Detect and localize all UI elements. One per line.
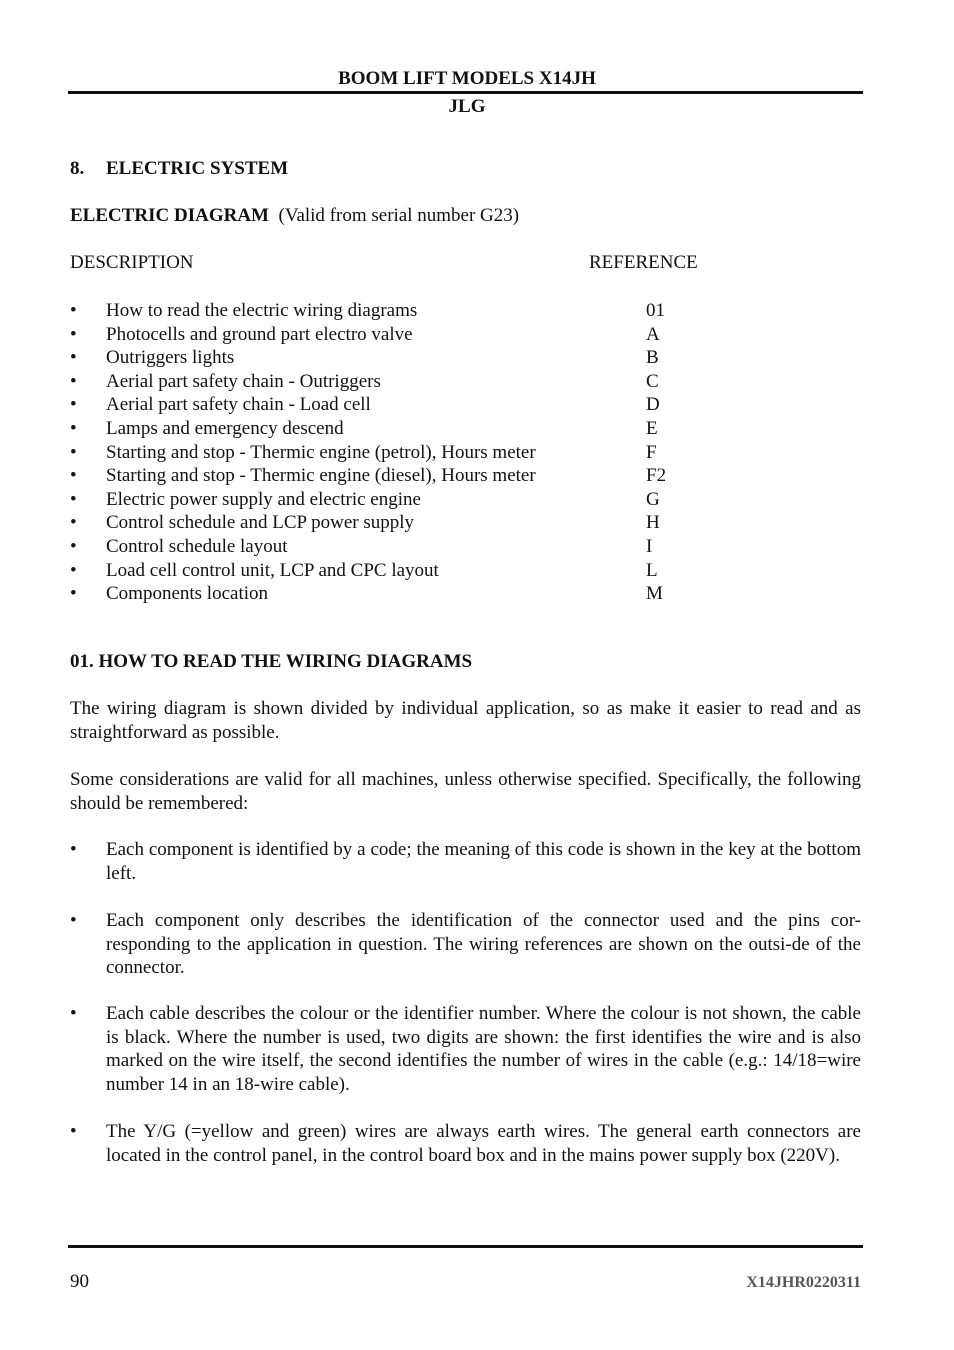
subsection-title: 01. HOW TO READ THE WIRING DIAGRAMS (70, 651, 473, 672)
bullet-icon: • (70, 394, 77, 416)
list-item (70, 346, 770, 370)
list-item-text: The Y/G (=yellow and green) wires are always earth wires. The general earth connectors are located in the control panel, in the control board box and in the mains power supply box (220V). (106, 1121, 861, 1166)
bullet-icon: • (70, 512, 77, 534)
item-description: Photocells and ground part electro valve (106, 323, 413, 345)
bullet-icon: • (70, 535, 77, 557)
item-description: Aerial part safety chain - Outriggers (106, 370, 381, 392)
bullet-icon: • (70, 583, 77, 605)
list-item (70, 417, 770, 441)
item-description: Starting and stop - Thermic engine (petrol), Hours meter (106, 441, 536, 463)
item-description: Lamps and emergency descend (106, 417, 344, 439)
item-reference: 01 (646, 300, 665, 321)
footer-divider (68, 1245, 863, 1248)
list-item (70, 582, 770, 606)
section-title: ELECTRIC SYSTEM (106, 158, 289, 179)
item-description: Control schedule layout (106, 535, 288, 557)
item-description: Load cell control unit, LCP and CPC layout (106, 559, 439, 581)
page-number: 90 (70, 1271, 89, 1292)
bullet-icon: • (70, 839, 77, 860)
item-description: Outriggers lights (106, 347, 235, 369)
list-item-text: Each component only describes the identification of the connector used and the pins cor-responding to the application in question. The wiring references are shown on the outsi-de of the connector. (106, 910, 861, 978)
bullet-icon: • (70, 488, 77, 510)
item-reference: M (646, 583, 663, 605)
bullet-icon: • (70, 910, 77, 931)
considerations-paragraph: Some considerations are valid for all machines, unless otherwise specified. Specifically, the following should be remembered: (70, 769, 861, 814)
document-header-title: BOOM LIFT MODELS X14JH (338, 68, 596, 89)
item-reference: I (646, 535, 653, 557)
diagram-index-list (70, 299, 770, 606)
list-item-text: Each cable describes the colour or the identifier number. Where the colour is not shown, the cable is black. Where the number is used, two digits are shown: the first identifies the wire and is also marked on the wire itself, the second identifies the number of wires in the cable (e.g.: 14/18=wire number 14 in an 18-wire cable). (106, 1003, 861, 1095)
header-divider (68, 91, 863, 94)
bullet-icon: • (70, 417, 77, 439)
list-item (70, 1120, 861, 1167)
item-reference: D (646, 394, 660, 416)
list-item (70, 441, 770, 465)
diagram-label: ELECTRIC DIAGRAM (70, 205, 269, 226)
item-description: Starting and stop - Thermic engine (diesel), Hours meter (106, 465, 536, 487)
item-reference: F2 (646, 465, 667, 487)
bullet-icon: • (70, 370, 77, 392)
description-column-header: DESCRIPTION (70, 252, 194, 273)
list-item-text: Each component is identified by a code; the meaning of this code is shown in the key at the bottom left. (106, 839, 861, 884)
list-item (70, 370, 770, 394)
bullet-icon: • (70, 465, 77, 487)
intro-paragraph: The wiring diagram is shown divided by individual application, so as make it easier to read and as straightforward as possible. (70, 698, 861, 743)
document-code: X14JHR0220311 (746, 1274, 861, 1291)
item-reference: B (646, 347, 659, 369)
list-item (70, 535, 770, 559)
item-reference: C (646, 370, 659, 392)
item-reference: A (646, 323, 660, 345)
bullet-icon: • (70, 1003, 77, 1024)
item-description: Components location (106, 583, 269, 605)
bullet-icon: • (70, 1121, 77, 1142)
list-item (70, 323, 770, 347)
list-item (70, 909, 861, 980)
item-description: Aerial part safety chain - Load cell (106, 394, 371, 416)
list-item (70, 838, 861, 885)
item-reference: F (646, 441, 657, 463)
list-item (70, 559, 770, 583)
item-reference: H (646, 512, 660, 534)
item-reference: E (646, 417, 658, 439)
list-item (70, 393, 770, 417)
item-description: Electric power supply and electric engine (106, 488, 421, 510)
bullet-icon: • (70, 323, 77, 345)
list-item (70, 464, 770, 488)
bullet-icon: • (70, 347, 77, 369)
bullet-icon: • (70, 300, 77, 321)
section-number: 8. (70, 158, 85, 179)
diagram-validity-note: (Valid from serial number G23) (278, 205, 520, 226)
reference-column-header: REFERENCE (589, 252, 698, 273)
item-reference: L (646, 559, 658, 581)
list-item (70, 299, 770, 323)
brand-name: JLG (448, 96, 486, 117)
list-item (70, 511, 770, 535)
list-item (70, 488, 770, 512)
diagram-heading (70, 205, 519, 227)
item-reference: G (646, 488, 660, 510)
bullet-icon: • (70, 441, 77, 463)
item-description: Control schedule and LCP power supply (106, 512, 415, 534)
bullet-icon: • (70, 559, 77, 581)
item-description: How to read the electric wiring diagrams (106, 300, 418, 321)
list-item (70, 1002, 861, 1096)
